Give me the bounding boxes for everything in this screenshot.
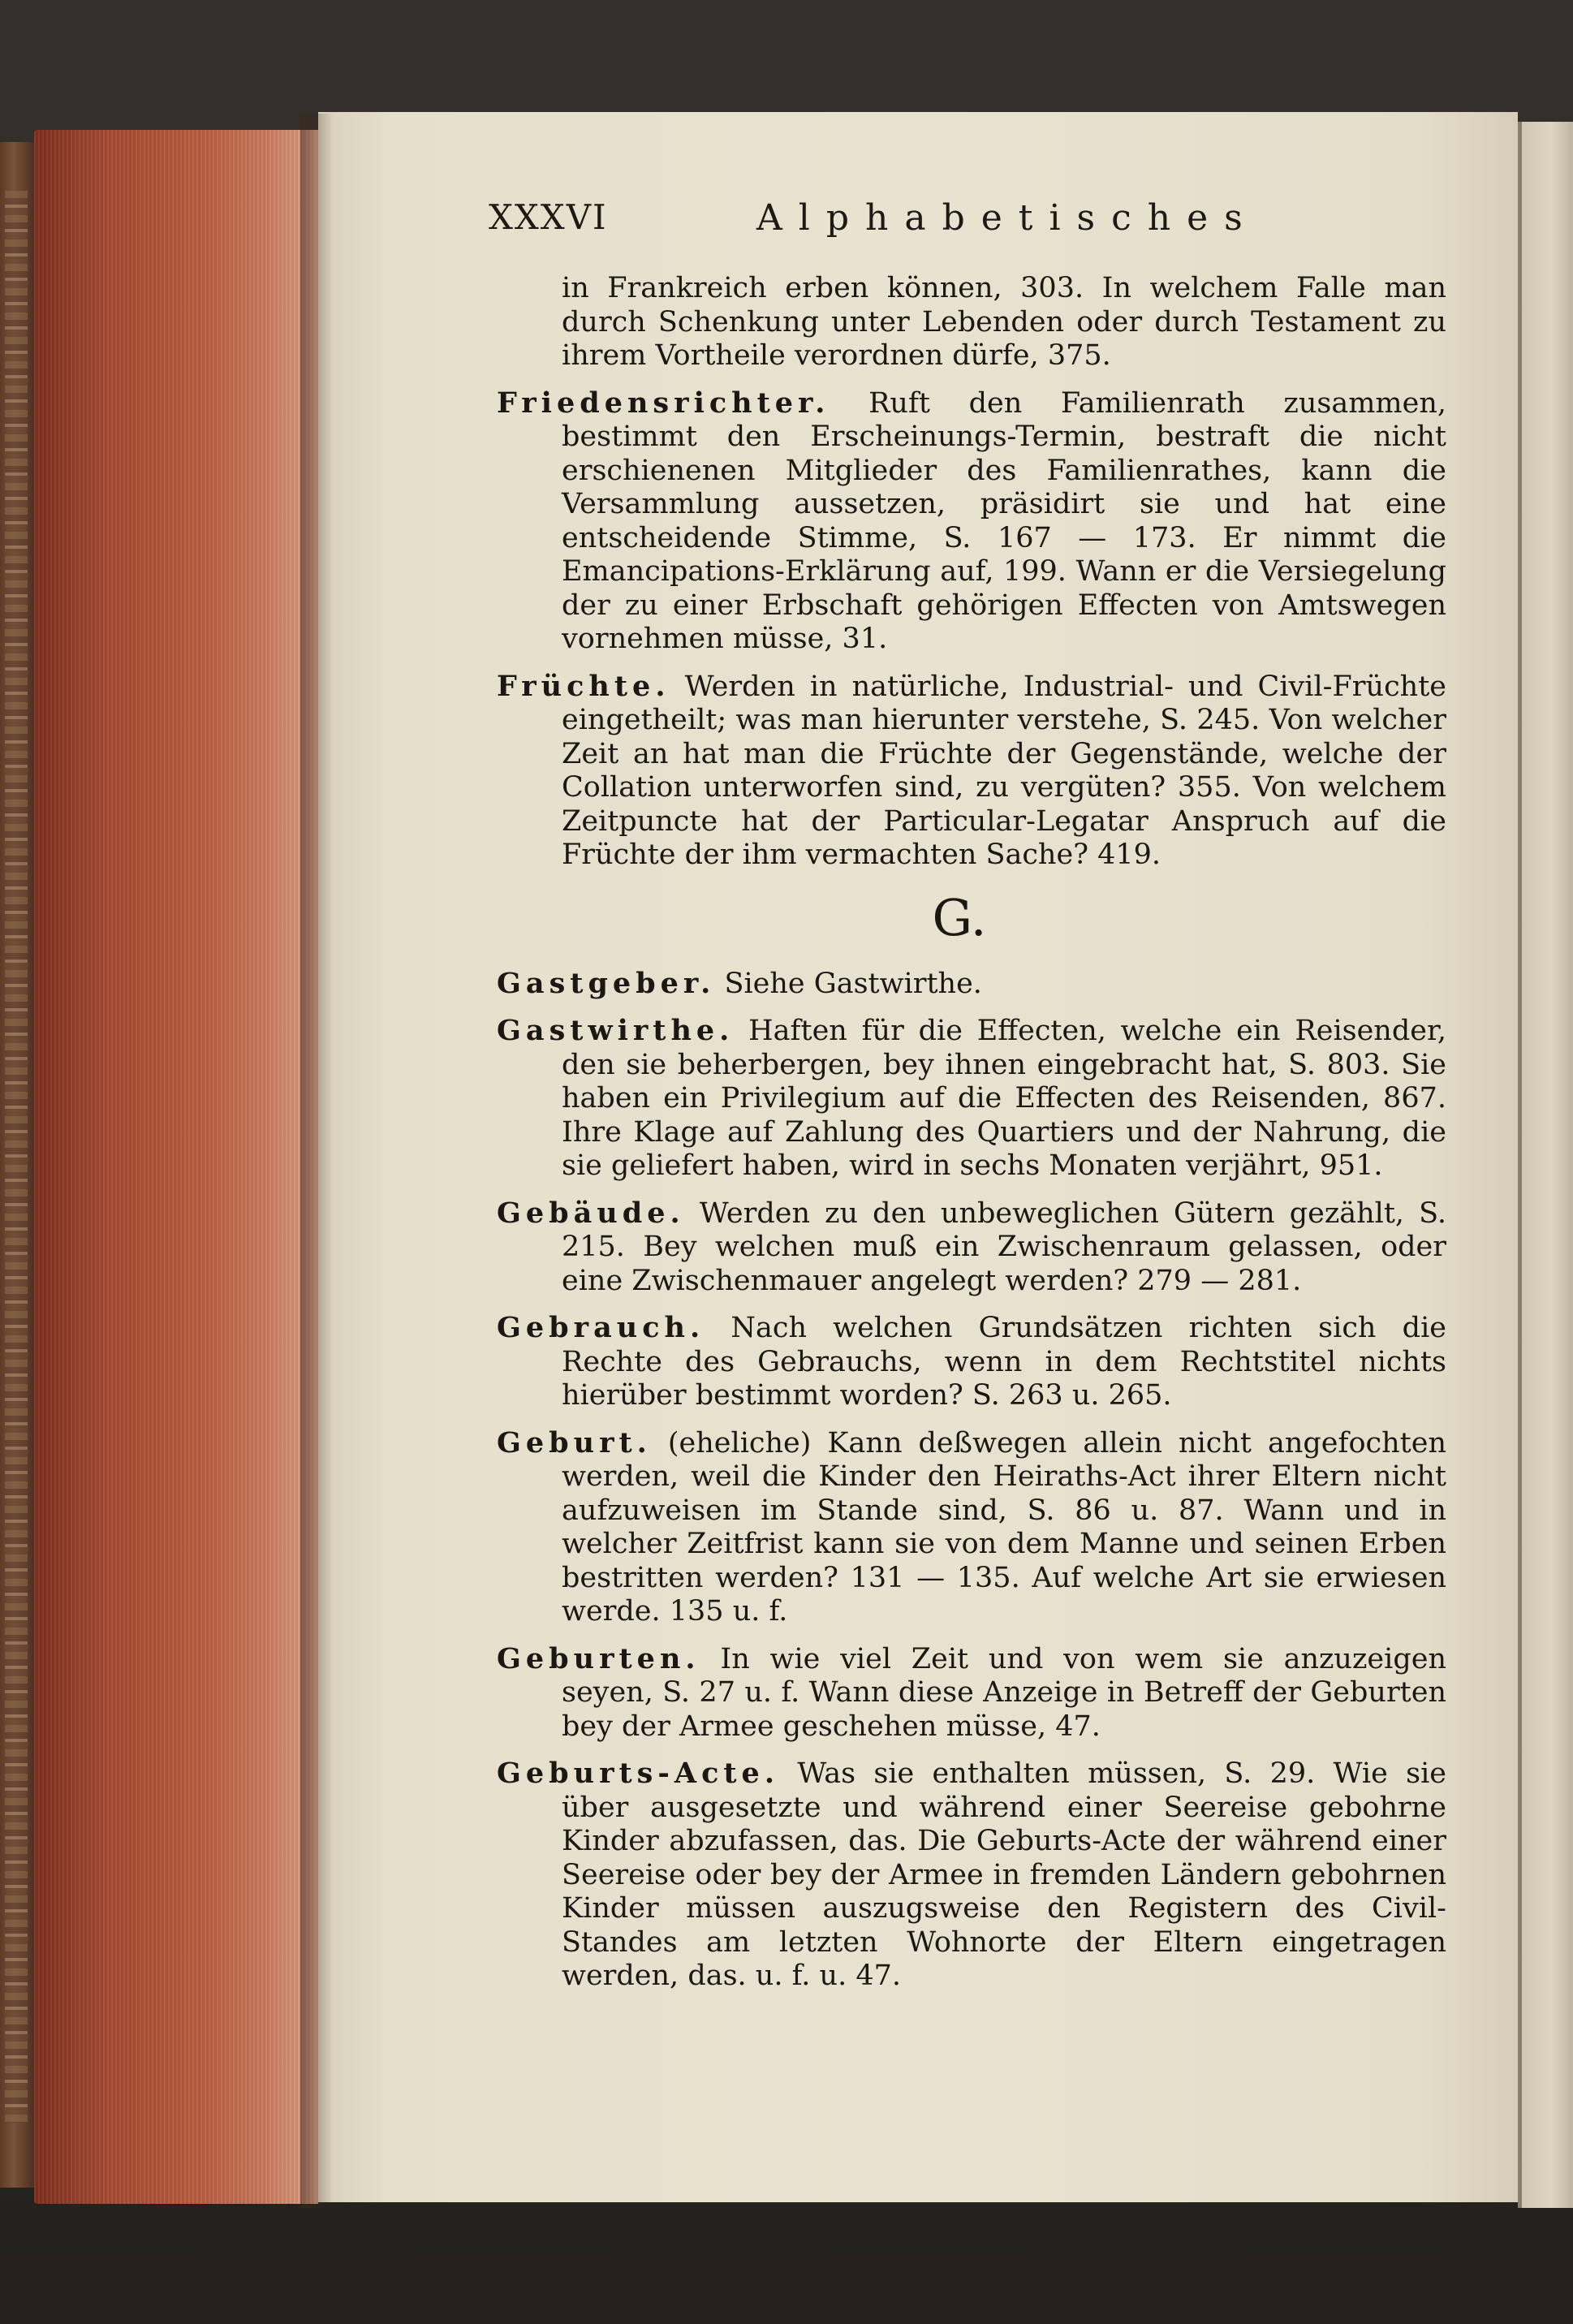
entry-lemma: Gebäude.: [497, 1196, 685, 1230]
index-text: [497, 272, 1446, 2007]
entry-text: (eheliche) Kann deßwegen allein nicht angefochten werden, weil die Kinder den Heiraths-Act ihrer Eltern nicht aufzuweisen im Stande sind, S. 86 u. 87. Wann und in welcher Zeitfrist kann sie von dem Manne und seinen Erben bestritten werden? 131 — 135. Auf welche Art sie erwiesen werde. 135 u. f.: [562, 1426, 1446, 1628]
entry-friedensrichter: [497, 386, 1446, 657]
entry-gastwirthe: [497, 1014, 1446, 1184]
entry-text: Was sie enthalten müssen, S. 29. Wie sie über ausgesetzte und während einer Seereise gebohrne Kinder abzufassen, das. Die Geburts-Acte der während einer Seereise oder bey der Armee in fremden Ländern gebohrnen Kinder müssen auszugsweise den Registern des Civil-Standes am letzten Wohnorte der Eltern eingetragen werden, das. u. f. u. 47.: [562, 1757, 1446, 1992]
entry-lemma: Geburten.: [497, 1641, 700, 1675]
entry-fruechte: [497, 670, 1446, 873]
running-head: [489, 197, 1259, 246]
entry-text: Siehe Gastwirthe.: [724, 967, 982, 1000]
next-page-sliver: [1518, 122, 1573, 2208]
entry-lemma: Geburts-Acte.: [497, 1757, 780, 1790]
gutter-shadow: [300, 114, 333, 2208]
entry-lemma: Friedensrichter.: [497, 386, 830, 420]
running-title: Alphabetisches: [756, 197, 1259, 239]
entry-geburt: [497, 1426, 1446, 1629]
page-number: XXXVI: [489, 197, 608, 237]
entry-text: Werden in natürliche, Industrial- und Civil-Früchte eingetheilt; was man hierunter verstehe, S. 245. Von welcher Zeit an hat man die Früchte der Gegenstände, welche der Collation unterworfen sind, zu vergüten? 355. Von welchem Zeitpuncte hat der Particular-Legatar Anspruch auf die Früchte der ihm vermachten Sache? 419.: [562, 670, 1446, 871]
entry-lemma: Geburt.: [497, 1425, 652, 1460]
entry-continuation: [497, 272, 1446, 373]
entry-geburten: [497, 1642, 1446, 1744]
page-edges-block: [34, 130, 318, 2204]
entry-lemma: Gastgeber.: [497, 966, 716, 1000]
entry-text: Ruft den Familienrath zusammen, bestimmt den Erscheinungs-Termin, bestraft die nicht erschienenen Mitglieder des Familienrathes, kann die Versammlung aussetzen, präsidirt sie und hat eine entscheidende Stimme, S. 167 — 173. Er nimmt die Emancipations-Erklärung auf, 199. Wann er die Versiegelung der zu einer Erbschaft gehörigen Effecten von Amtswegen vornehmen müsse, 31.: [562, 386, 1446, 655]
entry-gebrauch: [497, 1311, 1446, 1413]
entry-text: In wie viel Zeit und von wem sie anzuzeigen seyen, S. 27 u. f. Wann diese Anzeige in Betreff der Geburten bey der Armee geschehen müsse, 47.: [562, 1642, 1446, 1743]
book-cover-edge: [0, 142, 34, 2188]
entry-text: in Frankreich erben können, 303. In welchem Falle man durch Schenkung unter Lebenden oder durch Testament zu ihrem Vortheile verordnen dürfe, 375.: [562, 272, 1446, 372]
entry-text: Haften für die Effecten, welche ein Reisender, den sie beherbergen, bey ihnen eingebracht hat, S. 803. Sie haben ein Privilegium auf die Effecten des Reisenden, 867. Ihre Klage auf Zahlung des Quartiers und der Nahrung, die sie geliefert haben, wird in sechs Monaten verjährt, 951.: [562, 1015, 1446, 1182]
entry-lemma: Früchte.: [497, 669, 670, 703]
entry-geburts-acte: [497, 1757, 1446, 1994]
entry-gebaeude: [497, 1196, 1446, 1299]
entry-gastgeber: [497, 967, 1446, 1002]
entry-text: Nach welchen Grundsätzen richten sich die Rechte des Gebrauchs, wenn in dem Rechtstitel nichts hierüber bestimmt worden? S. 263 u. 265.: [562, 1312, 1446, 1412]
section-letter: G.: [932, 887, 987, 947]
entry-text: Werden zu den unbeweglichen Gütern gezählt, S. 215. Bey welchen muß ein Zwischenraum gelassen, oder eine Zwischenmauer angelegt werden? 279 — 281.: [562, 1196, 1446, 1297]
entry-lemma: Gebrauch.: [497, 1311, 705, 1344]
entry-lemma: Gastwirthe.: [497, 1014, 735, 1047]
